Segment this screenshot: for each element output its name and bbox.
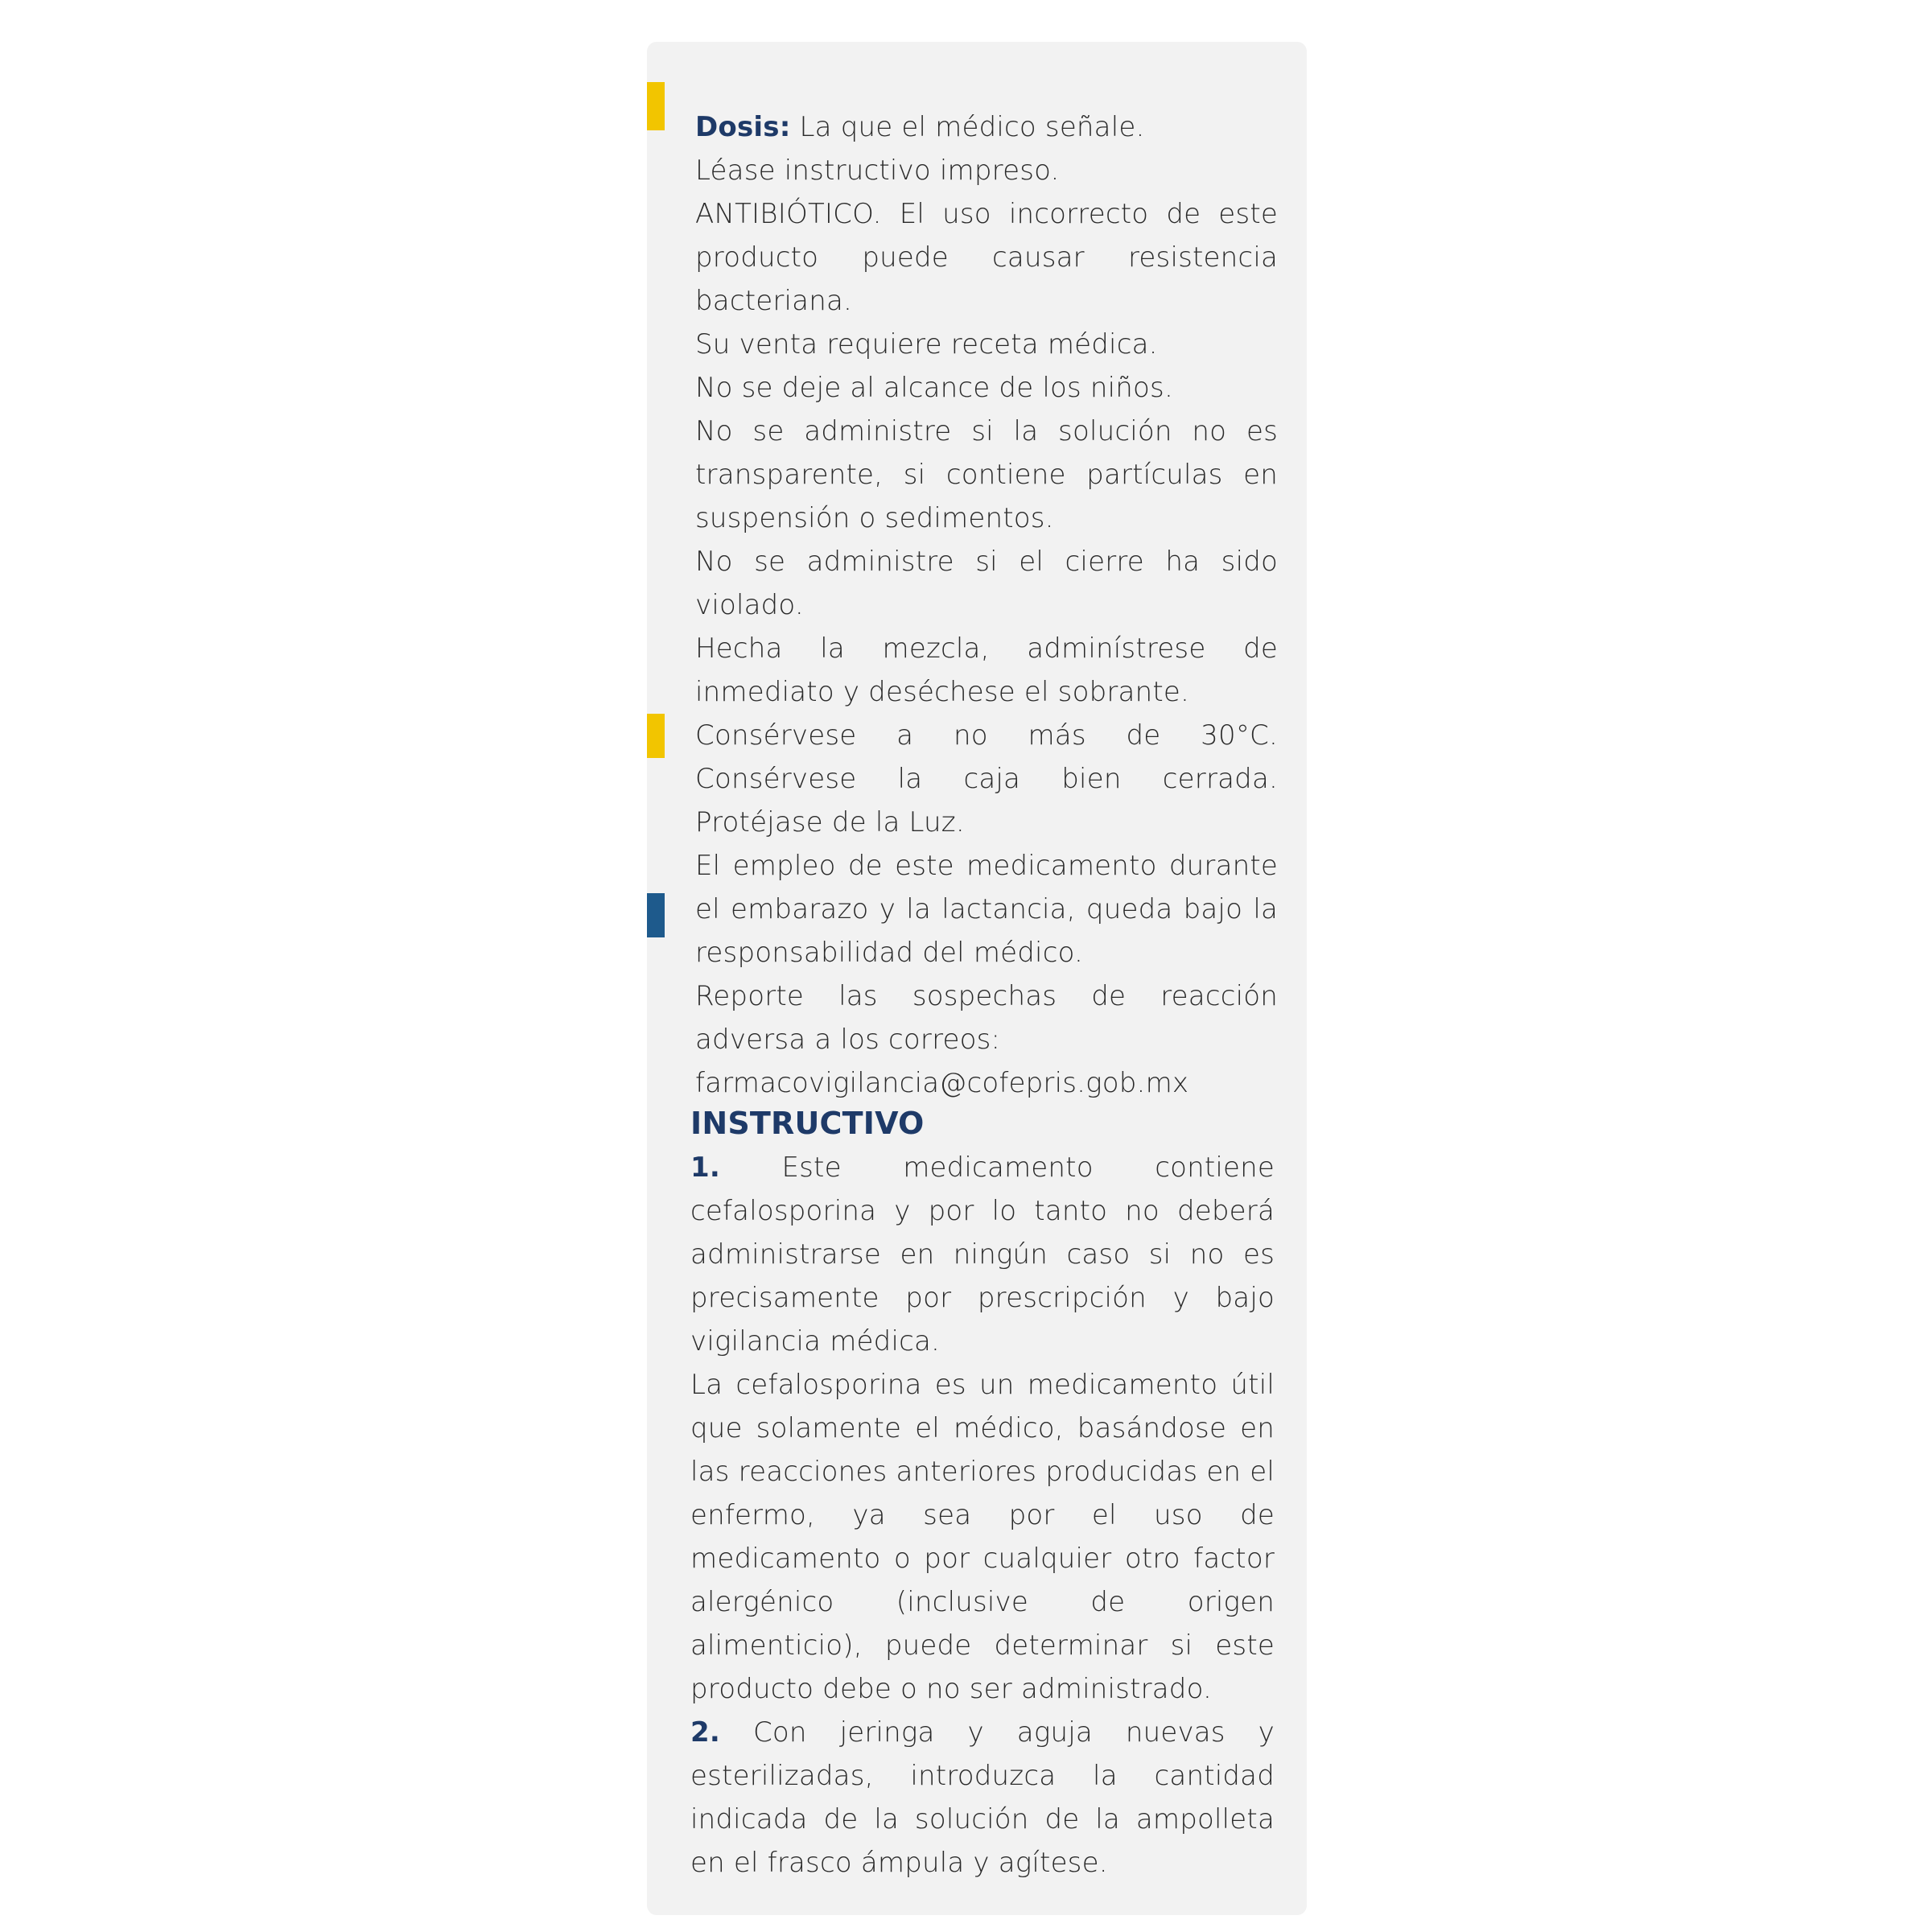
item-1-number: 1. <box>690 1151 720 1184</box>
transparente-warning: No se administre si la solución no es transparente, si contiene partículas en suspensión o sedimentos. <box>695 415 1278 534</box>
receta-line: Su venta requiere receta médica. <box>695 328 1158 360</box>
item-2-text: Con jeringa y aguja nuevas y esterilizadas, introduzca la cantidad indicada de la solución de la ampolleta en el frasco ámpula y agítese. <box>690 1716 1275 1879</box>
label-warnings <box>695 105 1278 1105</box>
instructivo-section <box>690 1101 1275 1885</box>
embarazo-warning: El empleo de este medicamento durante el embarazo y la lactancia, queda bajo la responsabilidad del médico. <box>695 850 1278 969</box>
storage-instruction: Consérvese a no más de 30°C. Consérvese la caja bien cerrada. Protéjase de la Luz. <box>695 719 1278 838</box>
reporte-line: Reporte las sospechas de reacción adversa a los correos: <box>695 980 1278 1056</box>
yellow-accent-bar-top <box>647 82 665 130</box>
blue-accent-bar <box>647 893 665 937</box>
lease-instructivo-line: Léase instructivo impreso. <box>695 154 1060 187</box>
dosis-label: Dosis: <box>695 111 791 143</box>
mezcla-instruction: Hecha la mezcla, adminístrese de inmediato y deséchese el sobrante. <box>695 632 1278 708</box>
item-1-text: Este medicamento contiene cefalosporina y por lo tanto no deberá administrarse en ningún caso si no es precisamente por prescripción y bajo vigilancia médica. <box>690 1151 1275 1357</box>
email-address: farmacovigilancia@cofepris.gob.mx <box>695 1067 1189 1099</box>
instructivo-item-2 <box>690 1711 1275 1885</box>
antibiotico-warning: ANTIBIÓTICO. El uso incorrecto de este producto puede causar resistencia bacteriana. <box>695 198 1278 317</box>
dosis-line <box>695 105 1278 149</box>
instructivo-item-1-detail: La cefalosporina es un medicamento útil que solamente el médico, basándose en las reacciones anteriores producidas en el enfermo, ya sea por el uso de medicamento o por cualquier otro factor alergénico (inclusive de origen alimenticio), puede determinar si este producto debe o no ser administrado. <box>690 1369 1275 1705</box>
dosis-text: La que el médico señale. <box>790 111 1145 143</box>
cierre-warning: No se administre si el cierre ha sido violado. <box>695 546 1278 621</box>
instructivo-heading: INSTRUCTIVO <box>690 1106 925 1141</box>
ninos-warning: No se deje al alcance de los niños. <box>695 372 1173 404</box>
item-2-number: 2. <box>690 1716 720 1749</box>
instructivo-item-1 <box>690 1146 1275 1363</box>
yellow-accent-bar-middle <box>647 714 665 758</box>
